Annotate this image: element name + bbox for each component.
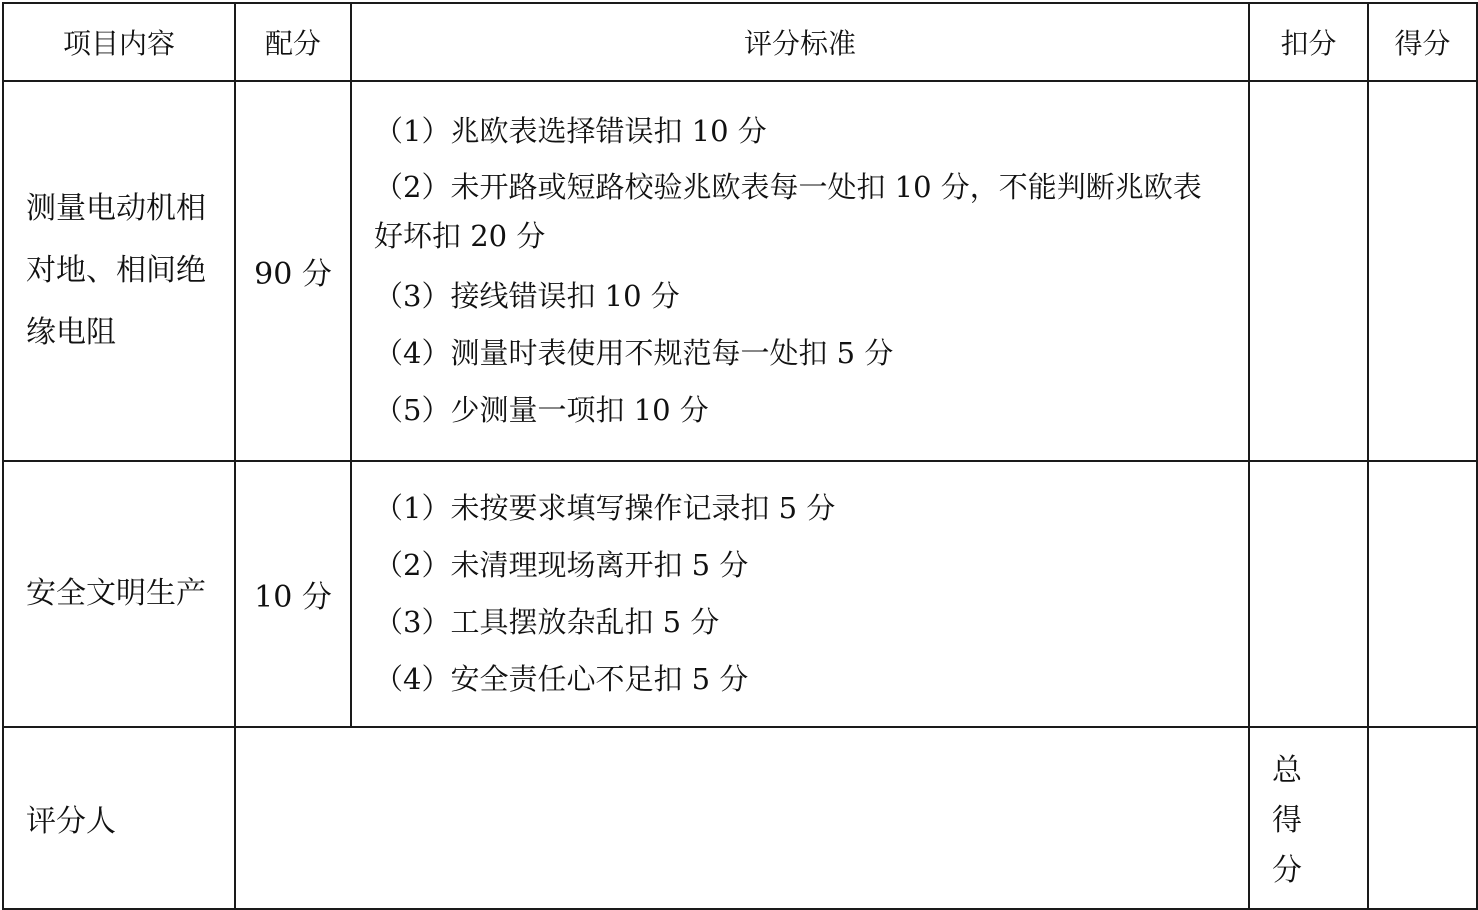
table-row bbox=[3, 81, 1477, 461]
evaluator-field[interactable] bbox=[235, 727, 1249, 909]
row-deduction[interactable] bbox=[1249, 461, 1368, 727]
header-row bbox=[3, 3, 1477, 81]
criteria-item: （1）兆欧表选择错误扣 10 分 bbox=[374, 114, 767, 148]
total-score-field[interactable] bbox=[1368, 727, 1477, 909]
row-item: 安全文明生产 bbox=[3, 461, 235, 727]
criteria-item: （4）安全责任心不足扣 5 分 bbox=[374, 662, 749, 696]
row-item: 测量电动机相对地、相间绝缘电阻 bbox=[3, 81, 235, 461]
row-criteria bbox=[351, 461, 1249, 727]
header-points: 配分 bbox=[235, 3, 351, 81]
table-row bbox=[3, 461, 1477, 727]
row-points: 10 分 bbox=[235, 461, 351, 727]
criteria-item: （3）接线错误扣 10 分 bbox=[374, 279, 680, 313]
criteria-item: （5）少测量一项扣 10 分 bbox=[374, 393, 709, 427]
row-score[interactable] bbox=[1368, 461, 1477, 727]
criteria-item: （3）工具摆放杂乱扣 5 分 bbox=[374, 605, 720, 639]
criteria-item: （2）未开路或短路校验兆欧表每一处扣 10 分，不能判断兆欧表好坏扣 20 分 bbox=[374, 170, 1202, 253]
criteria-item: （1）未按要求填写操作记录扣 5 分 bbox=[374, 491, 836, 525]
header-deduction: 扣分 bbox=[1249, 3, 1368, 81]
header-score: 得分 bbox=[1368, 3, 1477, 81]
row-score[interactable] bbox=[1368, 81, 1477, 461]
criteria-item: （2）未清理现场离开扣 5 分 bbox=[374, 548, 749, 582]
scoring-table bbox=[2, 2, 1478, 910]
header-item: 项目内容 bbox=[3, 3, 235, 81]
row-criteria bbox=[351, 81, 1249, 461]
total-score-label: 总得分 bbox=[1249, 727, 1368, 909]
criteria-list bbox=[374, 483, 1226, 704]
row-points: 90 分 bbox=[235, 81, 351, 461]
criteria-item: （4）测量时表使用不规范每一处扣 5 分 bbox=[374, 336, 894, 370]
row-deduction[interactable] bbox=[1249, 81, 1368, 461]
header-criteria: 评分标准 bbox=[351, 3, 1249, 81]
evaluator-label: 评分人 bbox=[3, 727, 235, 909]
footer-row bbox=[3, 727, 1477, 909]
criteria-list bbox=[374, 106, 1226, 435]
